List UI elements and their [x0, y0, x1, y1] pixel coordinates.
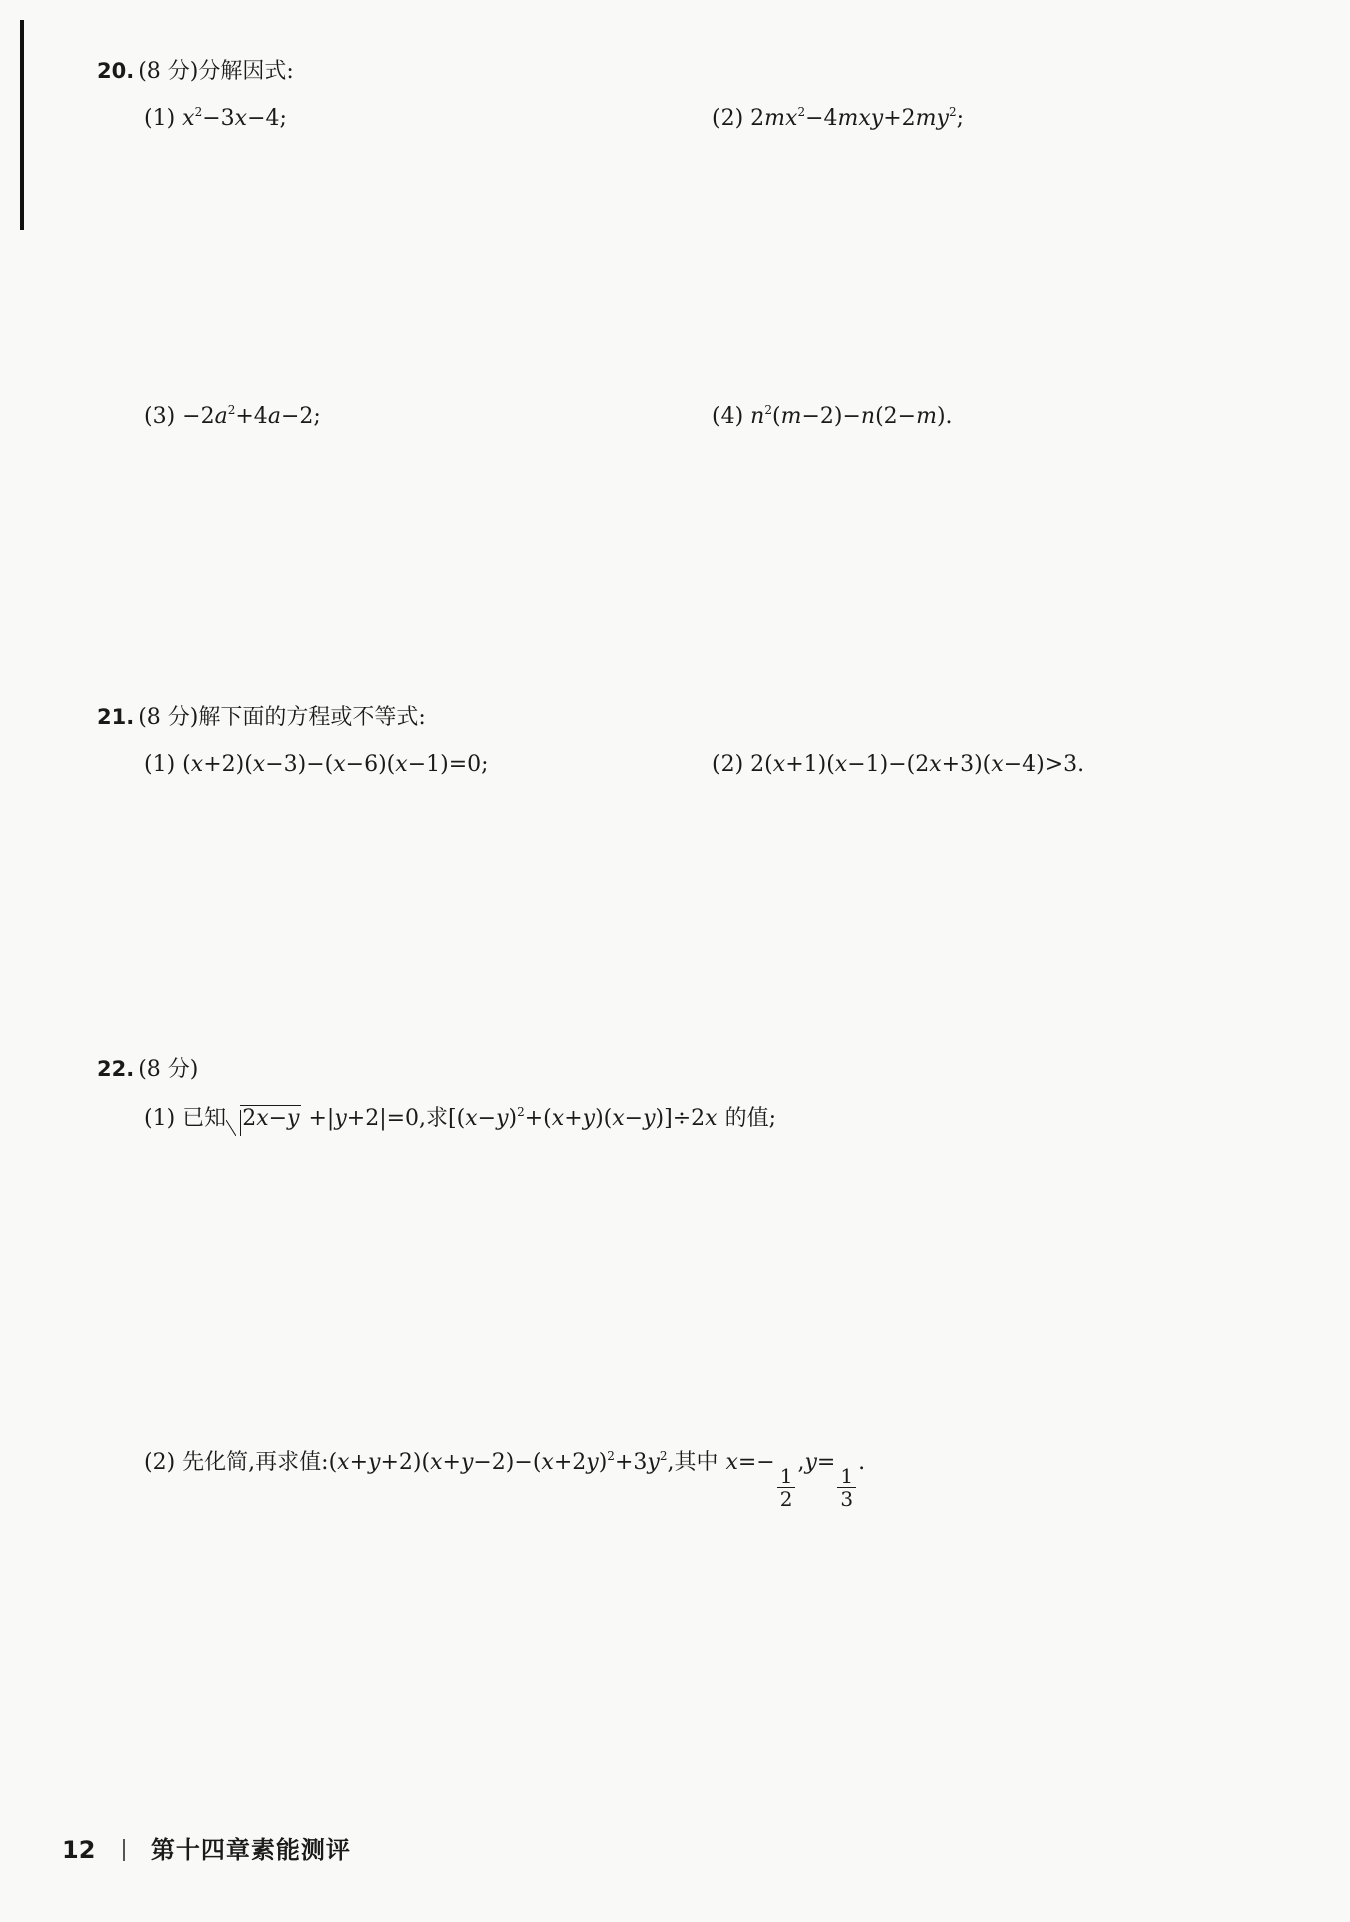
math-expression: $2mx^2-4mxy+2my^2$;: [750, 105, 965, 131]
question-number: 22.: [97, 1057, 135, 1081]
question-title: (8 分)解下面的方程或不等式:: [138, 705, 426, 730]
q21-part1: [144, 750, 489, 780]
q20-part4: [712, 402, 953, 432]
part-intro: 先化简,再求值:: [182, 1450, 329, 1475]
fraction-one-third: $\frac{1}{3}$: [837, 1465, 856, 1510]
q22-part1: (1) 已知 2x−y +|y+2|=0,求$[(x-y)^2+(x+y)(x-y)]\div 2x$ 的值;: [144, 1104, 776, 1134]
math-expression: $n^2(m-2)-n(2-m)$.: [750, 403, 953, 429]
part-connector: ,求: [419, 1106, 449, 1131]
part-label: (1): [144, 1106, 176, 1131]
part-label: (2): [712, 106, 744, 131]
part-label: (2): [712, 752, 744, 777]
part-label: (4): [712, 404, 744, 429]
given-values: x=− $\frac{1}{2}$ ,y= $\frac{1}{3}$ .: [725, 1450, 866, 1511]
question-21-header: [97, 702, 426, 733]
part-intro: 已知: [182, 1106, 227, 1131]
part-ending: 的值;: [724, 1106, 776, 1131]
chapter-title: 第十四章素能测评: [150, 1836, 351, 1864]
q20-part3: [144, 402, 321, 432]
q21-part2: [712, 750, 1084, 780]
question-22-header: [97, 1054, 198, 1085]
question-title: (8 分)分解因式:: [138, 59, 294, 84]
q20-part2: [712, 104, 964, 134]
math-expression: $(x+y+2)(x+y-2)-(x+2y)^2+3y^2$: [328, 1449, 668, 1475]
fraction-one-half: $\frac{1}{2}$: [777, 1465, 796, 1510]
question-20-header: [97, 56, 294, 87]
binding-rule: [20, 20, 24, 230]
part-label: (3): [144, 404, 176, 429]
square-root: 2x−y: [226, 1104, 301, 1134]
part-label: (2): [144, 1450, 176, 1475]
page-number: 12: [62, 1836, 96, 1864]
math-expression: 2(x+1)(x−1)−(2x+3)(x−4)>3.: [750, 752, 1085, 777]
question-number: 21.: [97, 705, 135, 729]
part-label: (1): [144, 106, 176, 131]
q22-part2: [144, 1448, 865, 1510]
math-expression: (x+2)(x−3)−(x−6)(x−1)=0;: [182, 752, 489, 777]
part-connector: ,其中: [667, 1450, 719, 1475]
footer-divider: [123, 1839, 125, 1861]
page-footer: [62, 1830, 351, 1865]
math-expression: $x^2-3x-4$;: [182, 105, 287, 131]
math-expression: $[(x-y)^2+(x+y)(x-y)]\div 2x$: [448, 1105, 718, 1131]
math-expression: $-2a^2+4a-2$;: [182, 403, 321, 429]
question-title: (8 分): [138, 1057, 199, 1082]
q20-part1: [144, 104, 287, 134]
question-number: 20.: [97, 59, 135, 83]
part-label: (1): [144, 752, 176, 777]
